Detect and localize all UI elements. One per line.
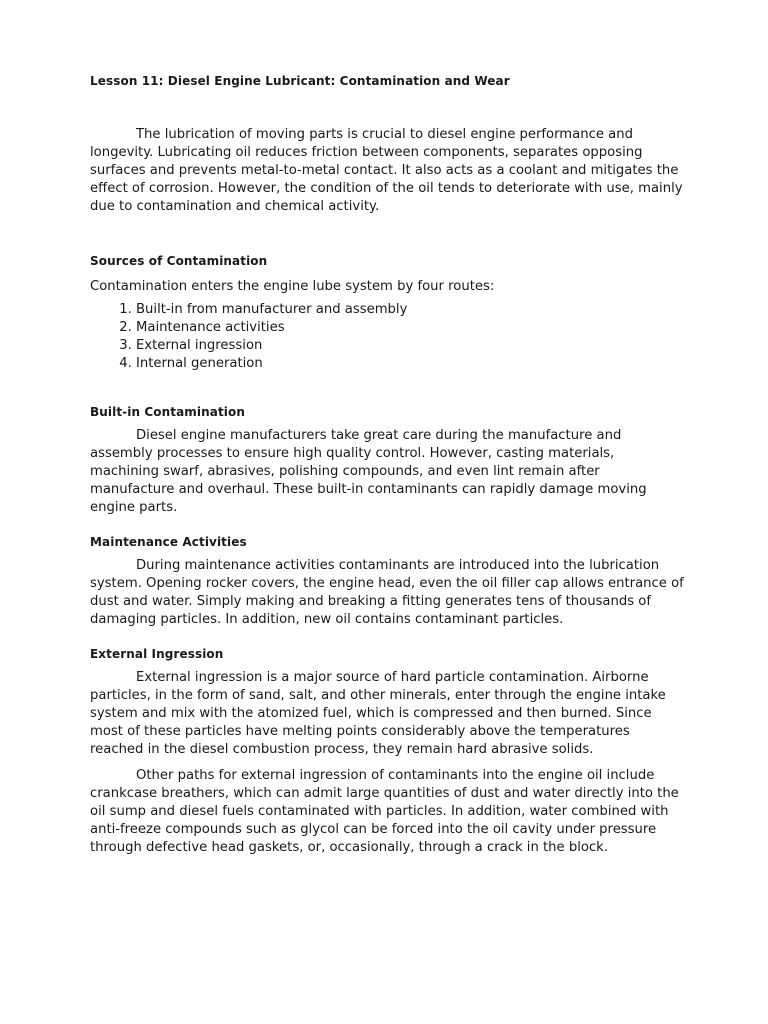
list-item: 2. Maintenance activities — [136, 319, 684, 337]
sources-heading: Sources of Contamination — [90, 254, 268, 268]
list-item: 1. Built-in from manufacturer and assembly — [136, 301, 684, 319]
built-in-paragraph: Diesel engine manufacturers take great care during the manufacture and assembly processes to ensure high quality control. However, casting materials, machining swarf, abrasives, polishing compounds, and even lint remain after manufacture and overhaul. These built-in contaminants can rapidly damage moving engine parts. — [90, 428, 647, 515]
list-item: 3. External ingression — [136, 337, 684, 355]
document-content — [90, 72, 684, 857]
maintenance-paragraph: During maintenance activities contaminants are introduced into the lubrication system. Opening rocker covers, the engine head, even the oil filler cap allows entrance of dust and water. Simply making and breaking a fitting generates tens of thousands of damaging particles. In addition, new oil contains contaminant particles. — [90, 558, 684, 627]
external-paragraph-2: Other paths for external ingression of contaminants into the engine oil include crankcase breathers, which can admit large quantities of dust and water directly into the oil sump and diesel fuels contaminated with particles. In addition, water combined with anti-freeze compounds such as glycol can be forced into the oil cavity under pressure through defective head gaskets, or, occasionally, through a crack in the block. — [90, 768, 679, 855]
built-in-heading: Built-in Contamination — [90, 405, 245, 419]
maintenance-heading: Maintenance Activities — [90, 535, 247, 549]
external-paragraph-1: External ingression is a major source of hard particle contamination. Airborne particles, in the form of sand, salt, and other minerals, enter through the engine intake system and mix with the atomized fuel, which is compressed and then burned. Since most of these particles have melting points considerably above the temperatures reached in the diesel combustion process, they remain hard abrasive solids. — [90, 670, 666, 757]
lesson-title: Lesson 11: Diesel Engine Lubricant: Contamination and Wear — [90, 74, 510, 88]
list-item: 4. Internal generation — [136, 355, 684, 373]
intro-paragraph: The lubrication of moving parts is crucial to diesel engine performance and longevity. Lubricating oil reduces friction between components, separates opposing surfaces and prevents metal-to-metal contact. It also acts as a coolant and mitigates the effect of corrosion. However, the condition of the oil tends to deteriorate with use, mainly due to contamination and chemical activity. — [90, 127, 683, 214]
sources-list — [90, 301, 684, 373]
sources-lead: Contamination enters the engine lube system by four routes: — [90, 279, 495, 294]
external-heading: External Ingression — [90, 647, 224, 661]
